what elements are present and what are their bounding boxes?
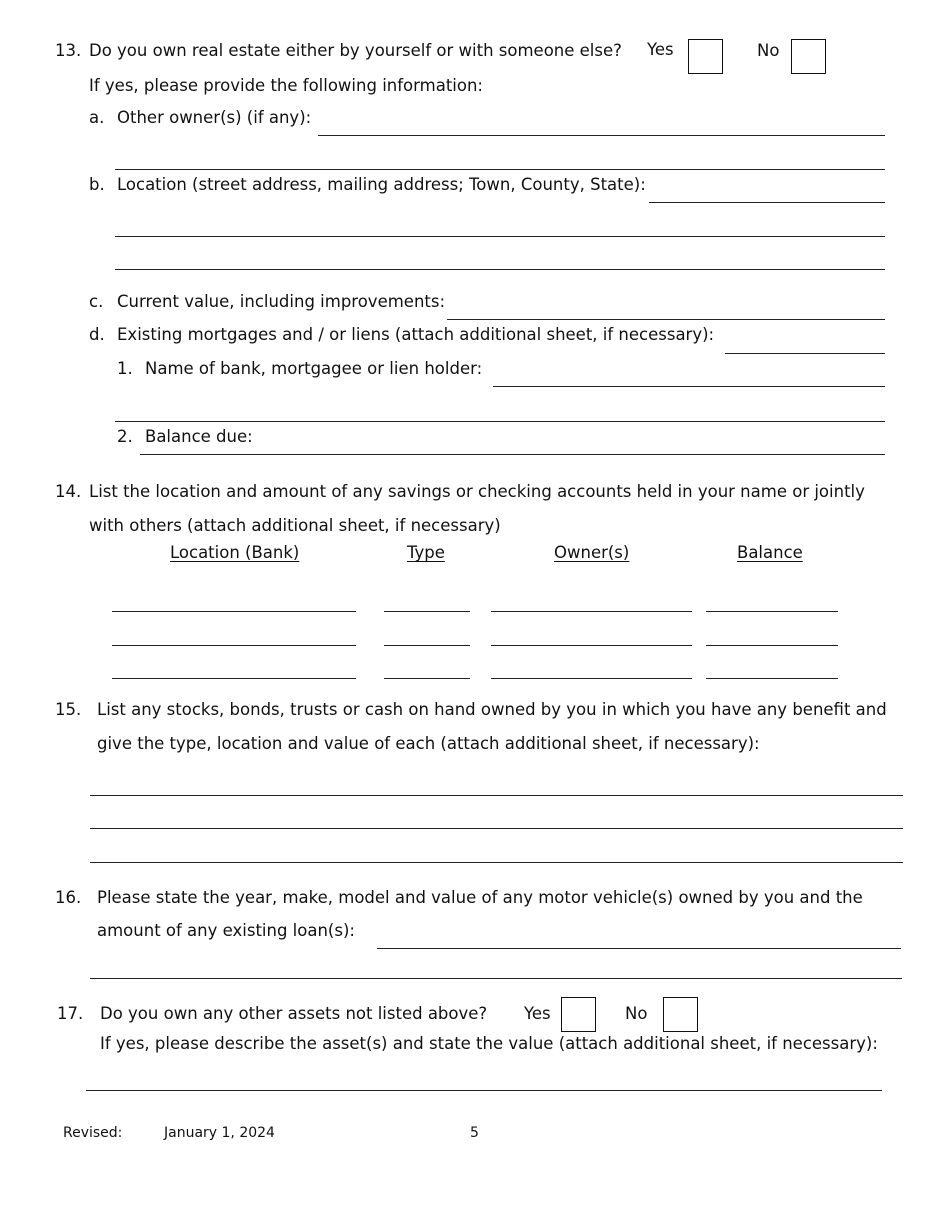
q14-row1-balance[interactable] — [706, 611, 838, 612]
q15-line2: give the type, location and value of each (attach additional sheet, if necessary): — [97, 734, 760, 753]
q16-number: 16. — [55, 888, 82, 907]
q16-input-line-1[interactable] — [377, 948, 901, 949]
q14-row2-type[interactable] — [384, 645, 470, 646]
q13c-input-line[interactable] — [447, 319, 885, 320]
q14-row2-balance[interactable] — [706, 645, 838, 646]
q13b-label: Location (street address, mailing address; Town, County, State): — [117, 175, 646, 194]
q13c-label: Current value, including improvements: — [117, 292, 446, 311]
q13d1-label: Name of bank, mortgagee or lien holder: — [145, 359, 483, 378]
q13b-letter: b. — [89, 175, 105, 194]
q14-row1-location[interactable] — [112, 611, 356, 612]
q14-col-type: Type — [407, 543, 445, 562]
q14-row2-location[interactable] — [112, 645, 356, 646]
q15-input-line-2[interactable] — [90, 828, 903, 829]
q17-line2: If yes, please describe the asset(s) and state the value (attach additional sheet, if necessary): — [100, 1034, 878, 1053]
q14-col-balance: Balance — [737, 543, 803, 562]
q13-yes-checkbox[interactable] — [688, 39, 723, 74]
q17-question: Do you own any other assets not listed above? — [100, 1004, 488, 1023]
q13d-input-line[interactable] — [725, 353, 885, 354]
q14-row1-type[interactable] — [384, 611, 470, 612]
q13-no-label: No — [757, 41, 780, 60]
q13b-input-line-3[interactable] — [115, 269, 885, 270]
footer-revised-date: January 1, 2024 — [164, 1125, 275, 1141]
footer-page-number: 5 — [470, 1125, 479, 1141]
q17-yes-label: Yes — [524, 1004, 551, 1023]
q13d2-label: Balance due: — [145, 427, 253, 446]
q14-line1: List the location and amount of any savings or checking accounts held in your name or jointly — [89, 482, 865, 501]
q16-line1: Please state the year, make, model and value of any motor vehicle(s) owned by you and the — [97, 888, 863, 907]
q13a-input-line[interactable] — [318, 135, 885, 136]
q13a-label: Other owner(s) (if any): — [117, 108, 312, 127]
q13d1-input-line[interactable] — [493, 386, 885, 387]
q14-row2-owners[interactable] — [491, 645, 692, 646]
q16-input-line-2[interactable] — [90, 978, 902, 979]
q13d-label: Existing mortgages and / or liens (attach additional sheet, if necessary): — [117, 325, 715, 344]
q13d-letter: d. — [89, 325, 105, 344]
q13d2-number: 2. — [117, 427, 133, 446]
q13-intro: If yes, please provide the following information: — [89, 76, 483, 95]
q13d1-input-line-2[interactable] — [115, 421, 885, 422]
q15-line1: List any stocks, bonds, trusts or cash on hand owned by you in which you have any benefit and — [97, 700, 887, 719]
q17-yes-checkbox[interactable] — [561, 997, 596, 1032]
q15-input-line-3[interactable] — [90, 862, 903, 863]
q17-input-line[interactable] — [86, 1090, 882, 1091]
q14-col-location: Location (Bank) — [170, 543, 300, 562]
q13c-letter: c. — [89, 292, 104, 311]
q13d1-number: 1. — [117, 359, 133, 378]
q17-no-checkbox[interactable] — [663, 997, 698, 1032]
q13a-input-line-2[interactable] — [115, 169, 885, 170]
q14-row3-balance[interactable] — [706, 678, 838, 679]
q14-row3-owners[interactable] — [491, 678, 692, 679]
q14-number: 14. — [55, 482, 82, 501]
q16-line2: amount of any existing loan(s): — [97, 921, 355, 940]
q14-row3-location[interactable] — [112, 678, 356, 679]
q14-row1-owners[interactable] — [491, 611, 692, 612]
q17-number: 17. — [57, 1004, 84, 1023]
q15-input-line-1[interactable] — [90, 795, 903, 796]
q13a-letter: a. — [89, 108, 105, 127]
q13-question: Do you own real estate either by yourself or with someone else? — [89, 41, 622, 60]
q15-number: 15. — [55, 700, 82, 719]
q13-no-checkbox[interactable] — [791, 39, 826, 74]
q13b-input-line[interactable] — [649, 202, 885, 203]
q13d2-input-line[interactable] — [140, 454, 885, 455]
q14-line2: with others (attach additional sheet, if necessary) — [89, 516, 501, 535]
footer-revised-label: Revised: — [63, 1125, 123, 1141]
q14-col-owners: Owner(s) — [554, 543, 630, 562]
q13b-input-line-2[interactable] — [115, 236, 885, 237]
q13-yes-label: Yes — [647, 40, 674, 59]
q13-number: 13. — [55, 41, 82, 60]
q17-no-label: No — [625, 1004, 648, 1023]
q14-row3-type[interactable] — [384, 678, 470, 679]
